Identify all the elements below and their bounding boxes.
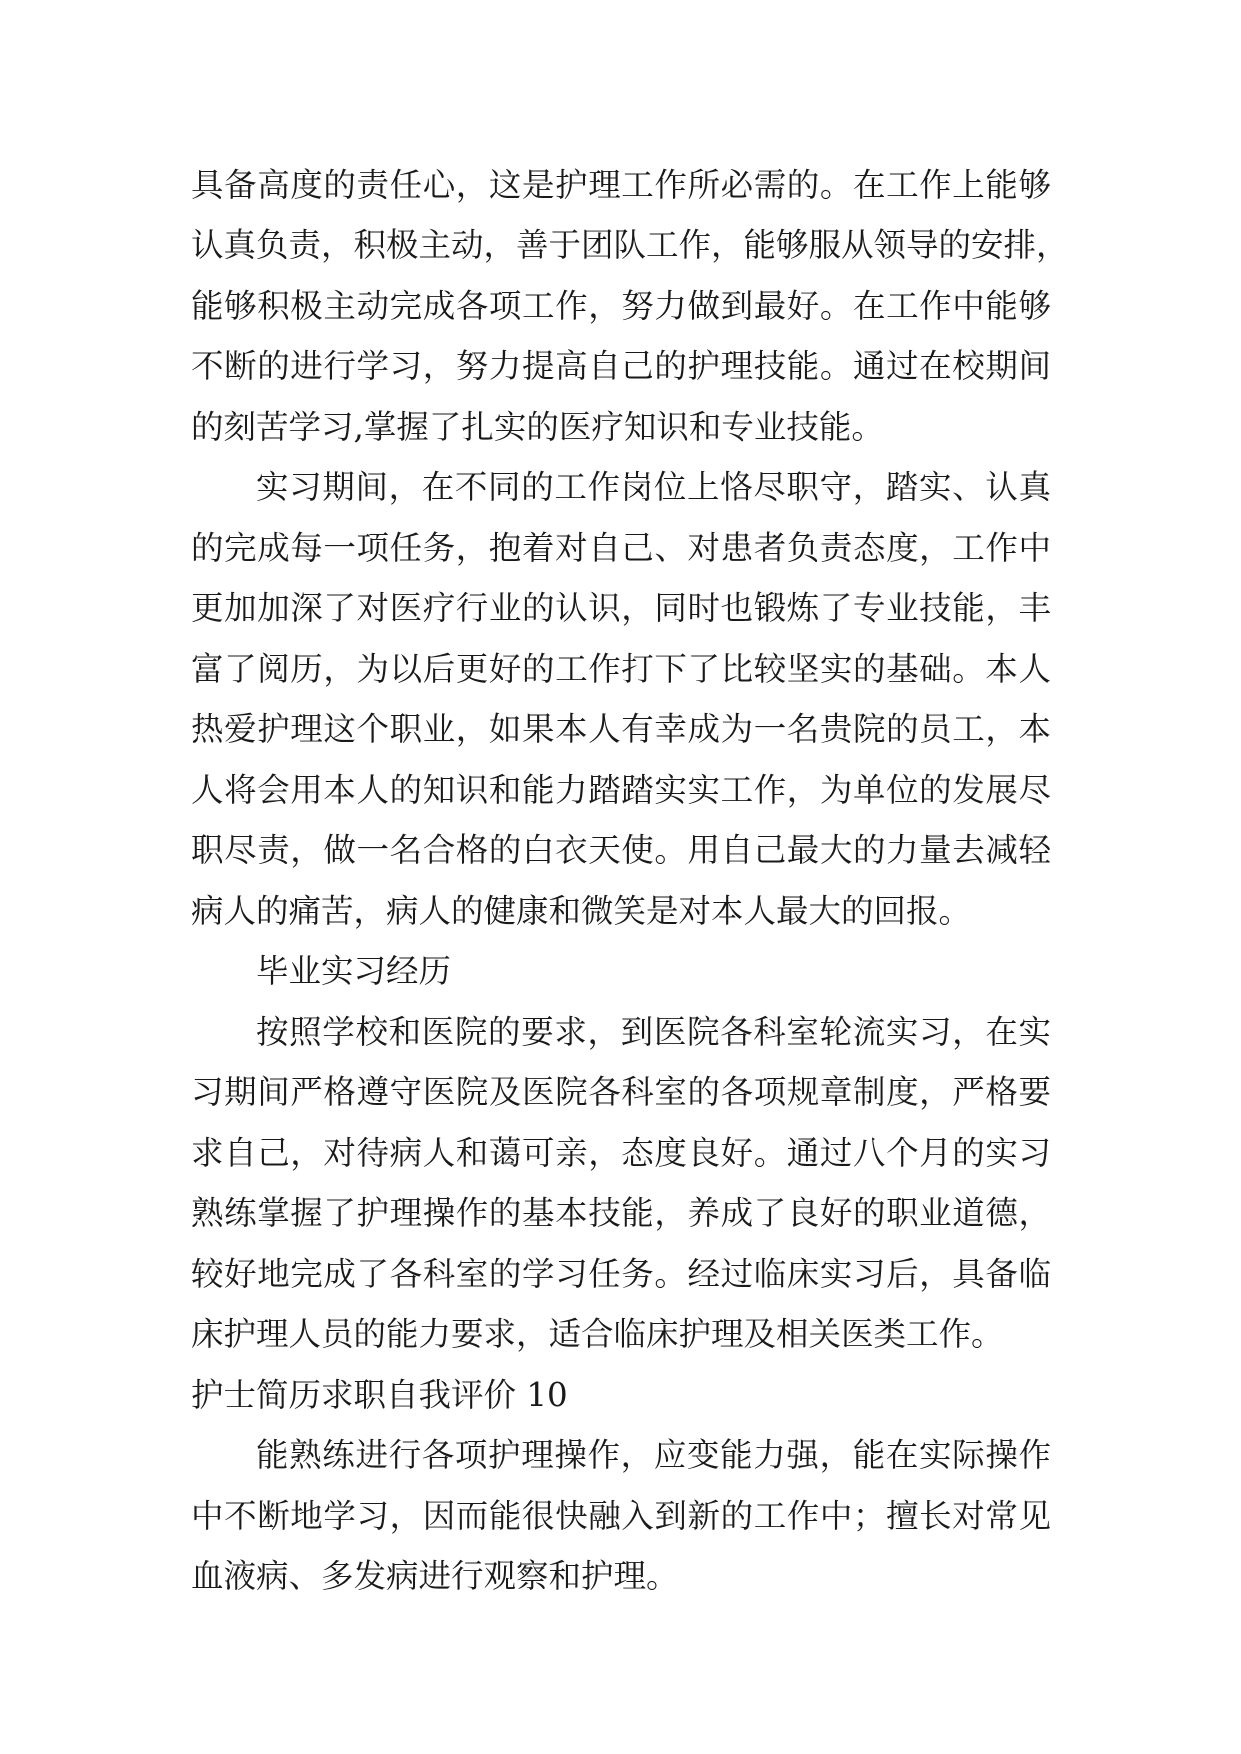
text-line: 职尽责，做一名合格的白衣天使。用自己最大的力量去减轻 [191, 831, 1051, 869]
text-line: 求自己，对待病人和蔼可亲，态度良好。通过八个月的实习 [191, 1134, 1051, 1172]
text-line: 更加加深了对医疗行业的认识，同时也锻炼了专业技能，丰 [191, 589, 1051, 627]
text-line: 血液病、多发病进行观察和护理。 [191, 1557, 679, 1595]
text-line: 床护理人员的能力要求，适合临床护理及相关医类工作。 [191, 1315, 1004, 1353]
paragraph-first-line: 能熟练进行各项护理操作，应变能力强，能在实际操作 [256, 1436, 1051, 1474]
text-line: 的刻苦学习,掌握了扎实的医疗知识和专业技能。 [191, 408, 884, 446]
section-heading: 毕业实习经历 [256, 952, 452, 990]
text-line: 较好地完成了各科室的学习任务。经过临床实习后，具备临 [191, 1255, 1051, 1293]
text-line: 能够积极主动完成各项工作，努力做到最好。在工作中能够 [191, 287, 1051, 325]
text-line: 认真负责，积极主动，善于团队工作，能够服从领导的安排， [191, 226, 1069, 264]
text-line: 的完成每一项任务，抱着对自己、对患者负责态度，工作中 [191, 529, 1051, 567]
text-line: 中不断地学习，因而能很快融入到新的工作中；擅长对常见 [191, 1497, 1051, 1535]
text-line: 具备高度的责任心，这是护理工作所必需的。在工作上能够 [191, 166, 1051, 204]
text-line: 病人的痛苦，病人的健康和微笑是对本人最大的回报。 [191, 892, 972, 930]
text-line: 富了阅历，为以后更好的工作打下了比较坚实的基础。本人 [191, 650, 1051, 688]
paragraph-first-line: 按照学校和医院的要求，到医院各科室轮流实习，在实 [256, 1013, 1051, 1051]
paragraph-first-line: 实习期间，在不同的工作岗位上恪尽职守，踏实、认真 [256, 468, 1051, 506]
text-line: 熟练掌握了护理操作的基本技能，养成了良好的职业道德， [191, 1194, 1051, 1232]
section-title: 护士简历求职自我评价 10 [191, 1376, 568, 1414]
text-line: 不断的进行学习，努力提高自己的护理技能。通过在校期间 [191, 347, 1051, 385]
text-line: 人将会用本人的知识和能力踏踏实实工作，为单位的发展尽 [191, 771, 1051, 809]
text-line: 习期间严格遵守医院及医院各科室的各项规章制度，严格要 [191, 1073, 1051, 1111]
text-line: 热爱护理这个职业，如果本人有幸成为一名贵院的员工，本 [191, 710, 1051, 748]
